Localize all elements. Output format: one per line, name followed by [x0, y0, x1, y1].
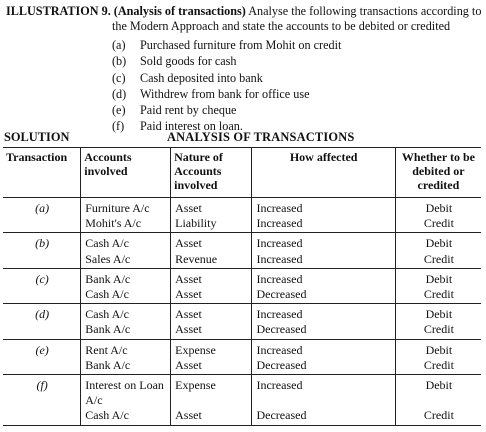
how-affected-cell — [252, 339, 395, 374]
nature-1: Asset — [175, 236, 202, 251]
how-affected-cell — [252, 268, 395, 303]
list-item — [112, 70, 341, 86]
table-row — [3, 233, 481, 268]
header-debited-or-credited: Whether to be debited or credited — [401, 150, 475, 192]
debit-label: Debit — [425, 342, 453, 357]
illustration-text-1: Analyse the following transactions according to — [245, 4, 482, 18]
debit-label: Debit — [425, 307, 453, 322]
account-credit: Cash A/c — [85, 408, 129, 423]
account-debit: Interest on Loan A/c — [85, 378, 164, 408]
list-item — [112, 37, 341, 53]
transaction-cell: (e) — [3, 339, 81, 374]
header-accounts-involved: Accounts involved — [81, 148, 171, 198]
accounts-cell — [81, 198, 171, 233]
list-item-letter: (d) — [112, 86, 127, 101]
solution-label: SOLUTION — [4, 130, 70, 144]
accounts-cell — [81, 339, 171, 374]
nature-2: Asset — [175, 408, 202, 423]
nature-1: Expense — [175, 342, 216, 357]
list-item-text: Cash deposited into bank — [140, 70, 263, 85]
accounts-cell — [81, 233, 171, 268]
accounts-cell — [81, 268, 171, 303]
list-item — [112, 102, 341, 118]
nature-1: Asset — [175, 201, 202, 215]
how-affected-cell — [252, 304, 395, 339]
account-debit: Cash A/c — [85, 236, 129, 251]
how-affected-2: Increased — [256, 216, 303, 231]
account-credit: Bank A/c — [85, 322, 131, 337]
transaction-list — [112, 37, 341, 135]
transaction-cell: (a) — [3, 198, 81, 233]
table-row — [3, 198, 481, 233]
account-debit: Rent A/c — [85, 342, 128, 357]
debit-credit-cell — [395, 304, 481, 339]
nature-2: Asset — [175, 357, 202, 372]
list-item-text: Purchased furniture from Mohit on credit — [140, 38, 342, 52]
transaction-cell: (c) — [3, 268, 81, 303]
nature-2: Asset — [175, 322, 202, 337]
how-affected-1: Increased — [256, 342, 303, 357]
debit-credit-cell — [395, 339, 481, 374]
credit-label: Credit — [423, 287, 454, 302]
nature-cell — [171, 268, 252, 303]
credit-label: Credit — [423, 216, 454, 231]
nature-1: Asset — [175, 271, 202, 286]
table-row — [3, 375, 481, 426]
nature-cell — [171, 233, 252, 268]
debit-credit-cell — [395, 375, 481, 426]
list-item-letter: (e) — [112, 103, 126, 118]
account-debit: Furniture A/c — [85, 201, 150, 215]
list-item-text: Withdrew from bank for office use — [140, 86, 310, 101]
nature-2: Liability — [175, 216, 217, 231]
accounts-cell — [81, 304, 171, 339]
debit-label: Debit — [425, 271, 453, 286]
how-affected-1: Increased — [256, 201, 303, 215]
debit-credit-cell — [395, 268, 481, 303]
list-item-letter: (b) — [112, 54, 127, 69]
how-affected-cell — [252, 375, 395, 426]
transaction-cell: (b) — [3, 233, 81, 268]
how-affected-2: Decreased — [256, 408, 307, 423]
header-how-affected: How affected — [252, 148, 395, 198]
nature-cell — [171, 304, 252, 339]
how-affected-cell — [252, 198, 395, 233]
list-item-letter: (c) — [112, 70, 126, 85]
transaction-cell: (f) — [3, 375, 81, 426]
nature-1: Expense — [175, 378, 216, 393]
nature-cell — [171, 198, 252, 233]
table-title: ANALYSIS OF TRANSACTIONS — [167, 130, 355, 144]
illustration-heading — [6, 4, 482, 34]
credit-label: Credit — [423, 322, 454, 337]
how-affected-2: Increased — [256, 251, 303, 266]
debit-label: Debit — [425, 236, 453, 251]
list-item-letter: (a) — [112, 38, 126, 52]
credit-label: Credit — [423, 251, 454, 266]
table-row — [3, 304, 481, 339]
account-credit: Sales A/c — [85, 251, 131, 266]
debit-credit-cell — [395, 198, 481, 233]
header-transaction: Transaction — [3, 148, 81, 198]
accounts-cell — [81, 375, 171, 426]
how-affected-2: Decreased — [256, 322, 307, 337]
table-row — [3, 339, 481, 374]
table-row — [3, 268, 481, 303]
how-affected-1: Increased — [256, 236, 303, 251]
account-credit: Cash A/c — [85, 287, 129, 302]
nature-1: Asset — [175, 307, 202, 322]
illustration-label: ILLUSTRATION 9. — [6, 4, 111, 18]
illustration-title: (Analysis of transactions) — [113, 4, 246, 18]
how-affected-2: Decreased — [256, 357, 307, 372]
list-item — [112, 53, 341, 69]
how-affected-1: Increased — [256, 378, 303, 393]
account-debit: Cash A/c — [85, 307, 129, 322]
header-nature-of-accounts: Nature of Accounts involved — [171, 148, 252, 198]
list-item — [112, 86, 341, 102]
how-affected-cell — [252, 233, 395, 268]
illustration-text-2: the Modern Approach and state the accounts to be debited or credited — [112, 19, 451, 33]
list-item-text: Sold goods for cash — [140, 54, 237, 69]
list-item-text: Paid interest on loan. — [140, 119, 243, 134]
debit-label: Debit — [425, 201, 453, 215]
table-header-row — [3, 148, 481, 198]
credit-label: Credit — [423, 408, 454, 423]
debit-credit-cell — [395, 233, 481, 268]
how-affected-2: Decreased — [256, 287, 307, 302]
nature-cell — [171, 339, 252, 374]
account-credit: Mohit's A/c — [85, 216, 142, 231]
account-credit: Bank A/c — [85, 357, 131, 372]
how-affected-1: Increased — [256, 307, 303, 322]
nature-2: Asset — [175, 287, 202, 302]
nature-2: Revenue — [175, 251, 218, 266]
debit-label: Debit — [425, 378, 453, 393]
analysis-table — [3, 147, 481, 426]
account-debit: Bank A/c — [85, 271, 131, 286]
list-item-letter: (f) — [112, 119, 125, 134]
nature-cell — [171, 375, 252, 426]
transaction-cell: (d) — [3, 304, 81, 339]
credit-label: Credit — [423, 357, 454, 372]
how-affected-1: Increased — [256, 271, 303, 286]
list-item-text: Paid rent by cheque — [140, 103, 237, 118]
